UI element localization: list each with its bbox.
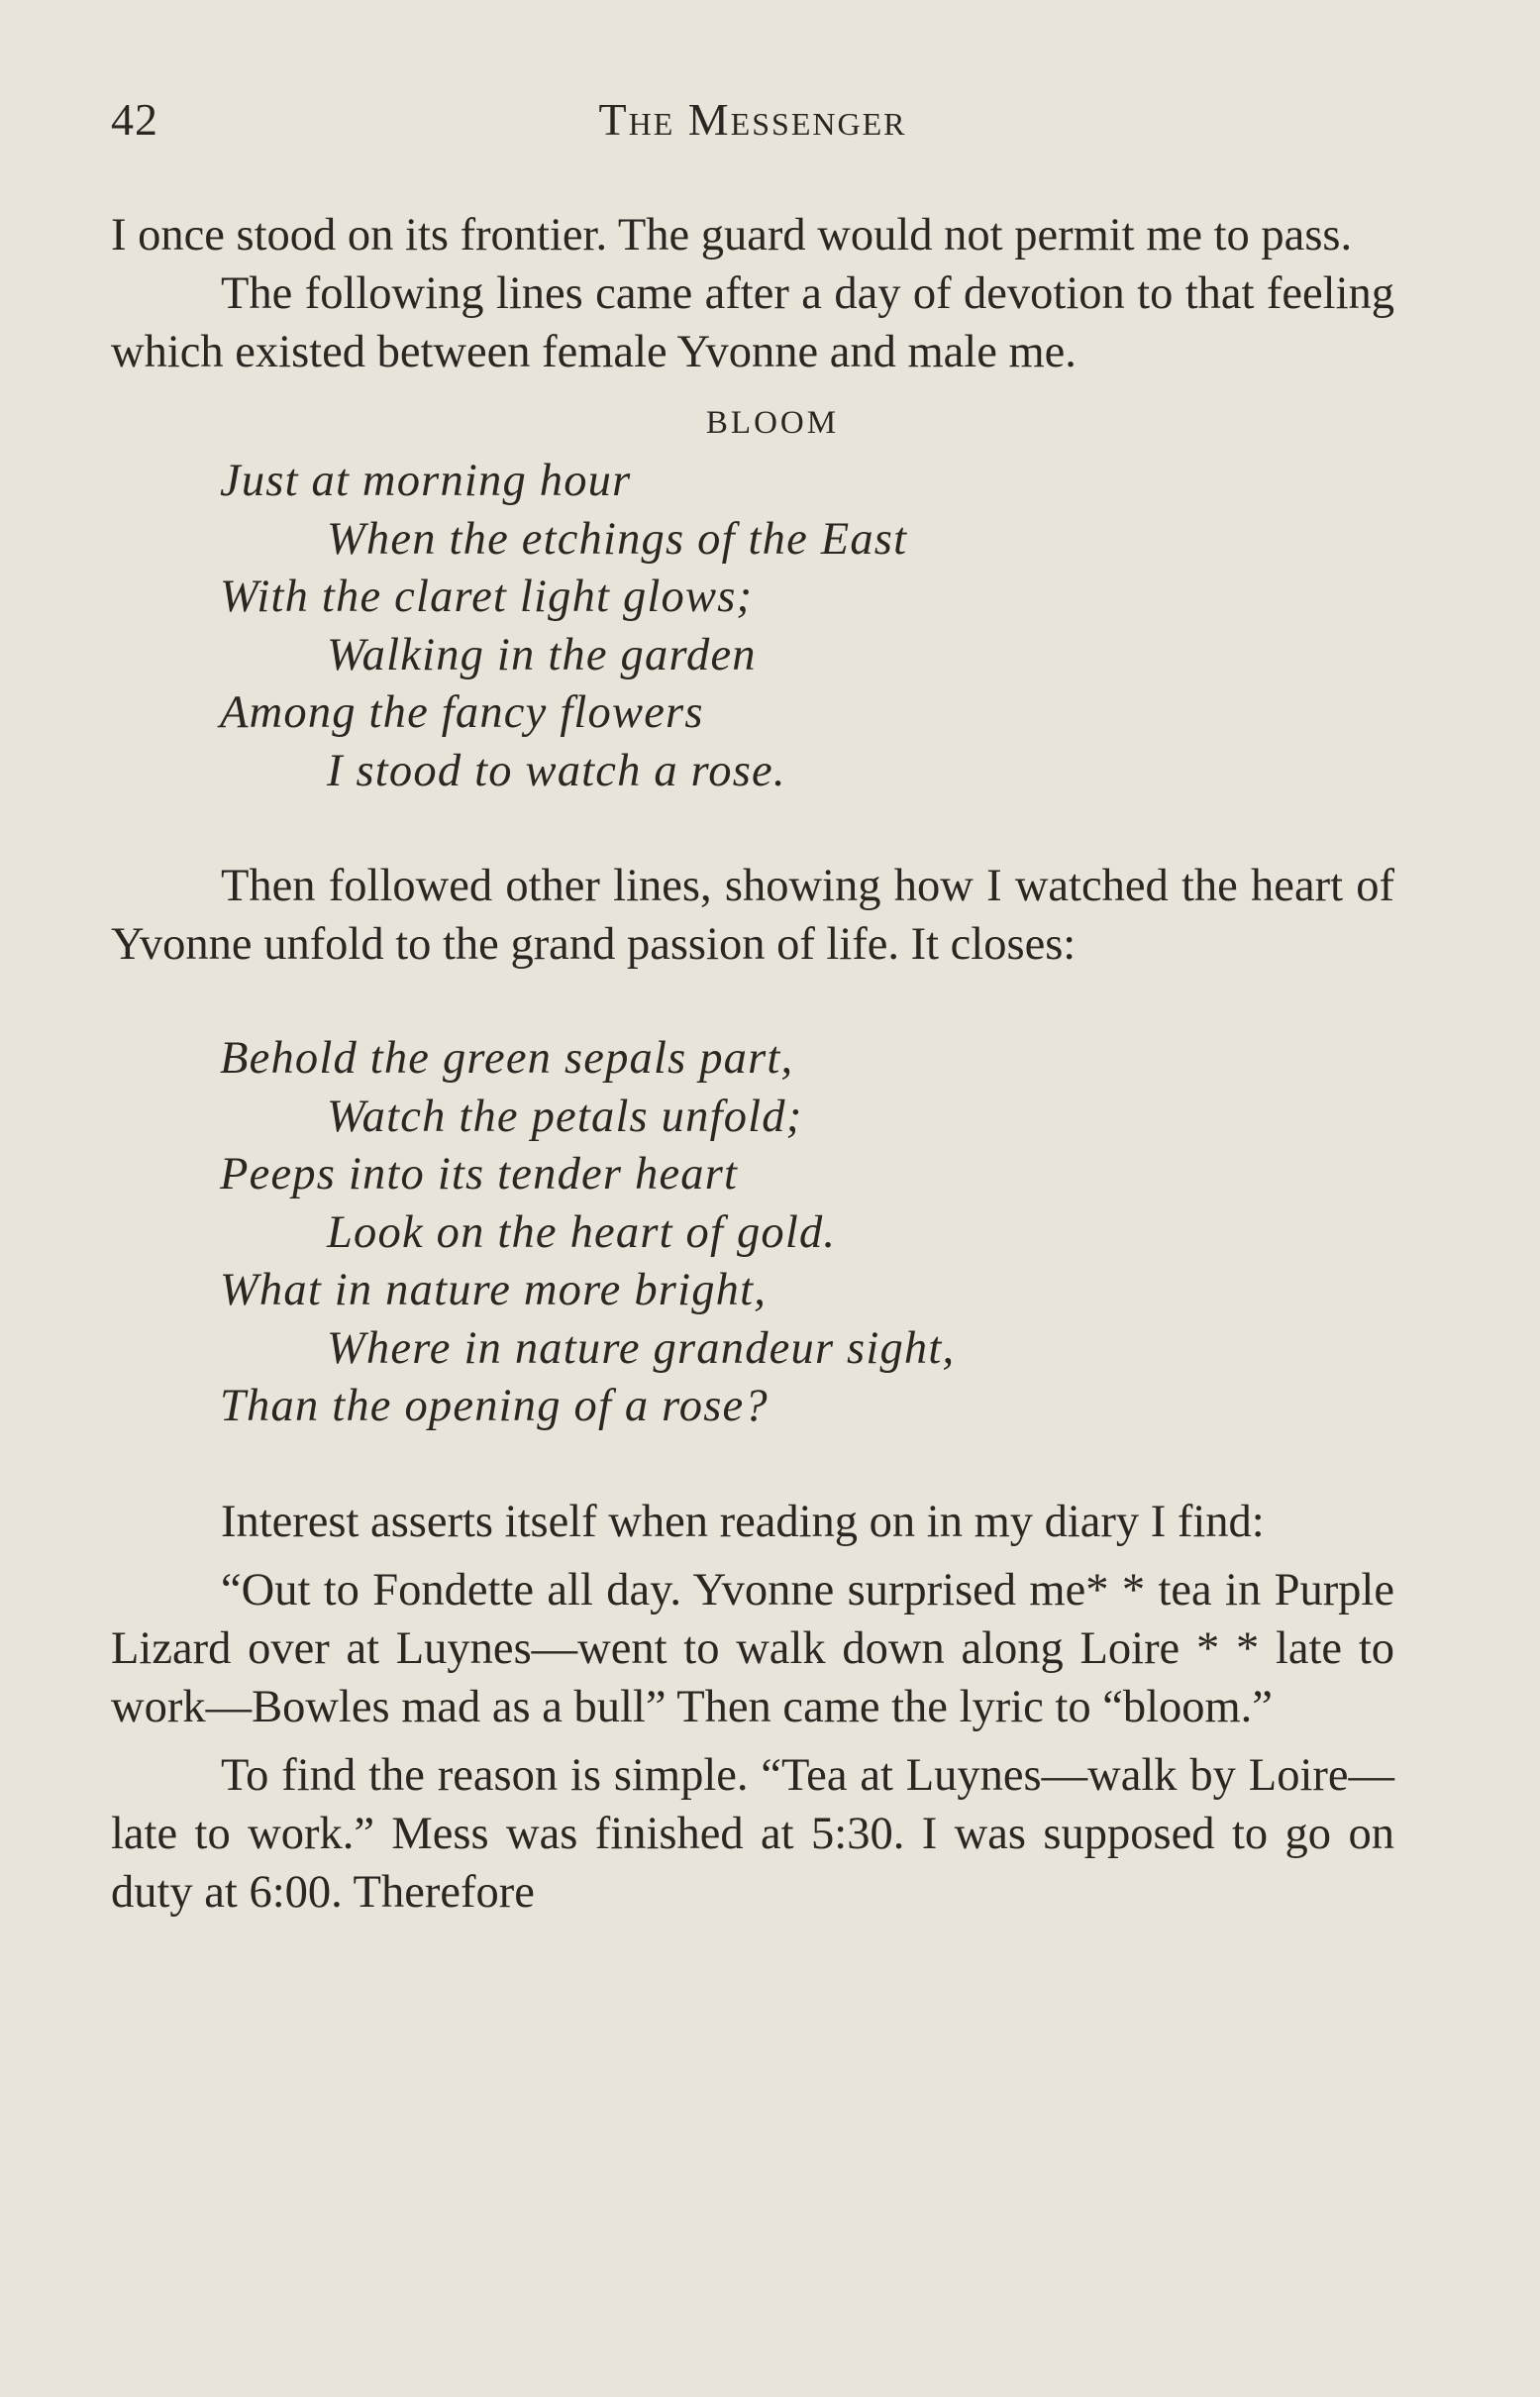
running-head: The Messenger: [598, 94, 907, 145]
paragraph: Interest asserts itself when reading on in my diary I find:: [221, 1496, 1265, 1547]
paragraph: The following lines came after a day of devotion to that feeling which existed between female Yvonne and male me.: [111, 268, 1394, 377]
poem-bloom: [111, 453, 1394, 800]
poem-line: When the etchings of the East: [327, 513, 908, 565]
poem-closing: [111, 1030, 1394, 1436]
poem-line: Where in nature grandeur sight,: [327, 1322, 956, 1374]
paragraph: I once stood on its frontier. The guard would not permit me to pass.: [111, 210, 1353, 261]
page-header: [111, 87, 1394, 158]
poem-line: Than the opening of a rose?: [220, 1381, 769, 1431]
poem-line: Just at morning hour: [220, 456, 632, 506]
paragraph: To find the reason is simple. “Tea at Luynes—walk by Loire—late to work.” Mess was finished at 5:30. I was supposed to go on duty at 6:00. Therefore: [111, 1749, 1394, 1918]
paragraph: Then followed other lines, showing how I watched the heart of Yvonne unfold to the grand passion of life. It closes:: [111, 861, 1394, 970]
poem-line: Watch the petals unfold;: [327, 1091, 803, 1142]
poem-line: Walking in the garden: [327, 629, 757, 680]
poem-line: Behold the green sepals part,: [220, 1033, 794, 1084]
poem-line: What in nature more bright,: [220, 1265, 768, 1315]
page-number: 42: [111, 94, 158, 145]
book-page: [111, 87, 1394, 2355]
page-body: [111, 206, 1394, 1922]
paragraph: “Out to Fondette all day. Yvonne surprised me* * tea in Purple Lizard over at Luynes—went to walk down along Loire * * late to work—Bowles mad as a bull” Then came the lyric to “bloom.”: [111, 1564, 1394, 1732]
poem-title: BLOOM: [705, 405, 840, 441]
poem-line: Look on the heart of gold.: [327, 1206, 837, 1258]
poem-line: Among the fancy flowers: [220, 687, 704, 738]
poem-line: Peeps into its tender heart: [220, 1149, 739, 1199]
poem-line: With the claret light glows;: [220, 572, 754, 622]
poem-line: I stood to watch a rose.: [327, 745, 786, 796]
